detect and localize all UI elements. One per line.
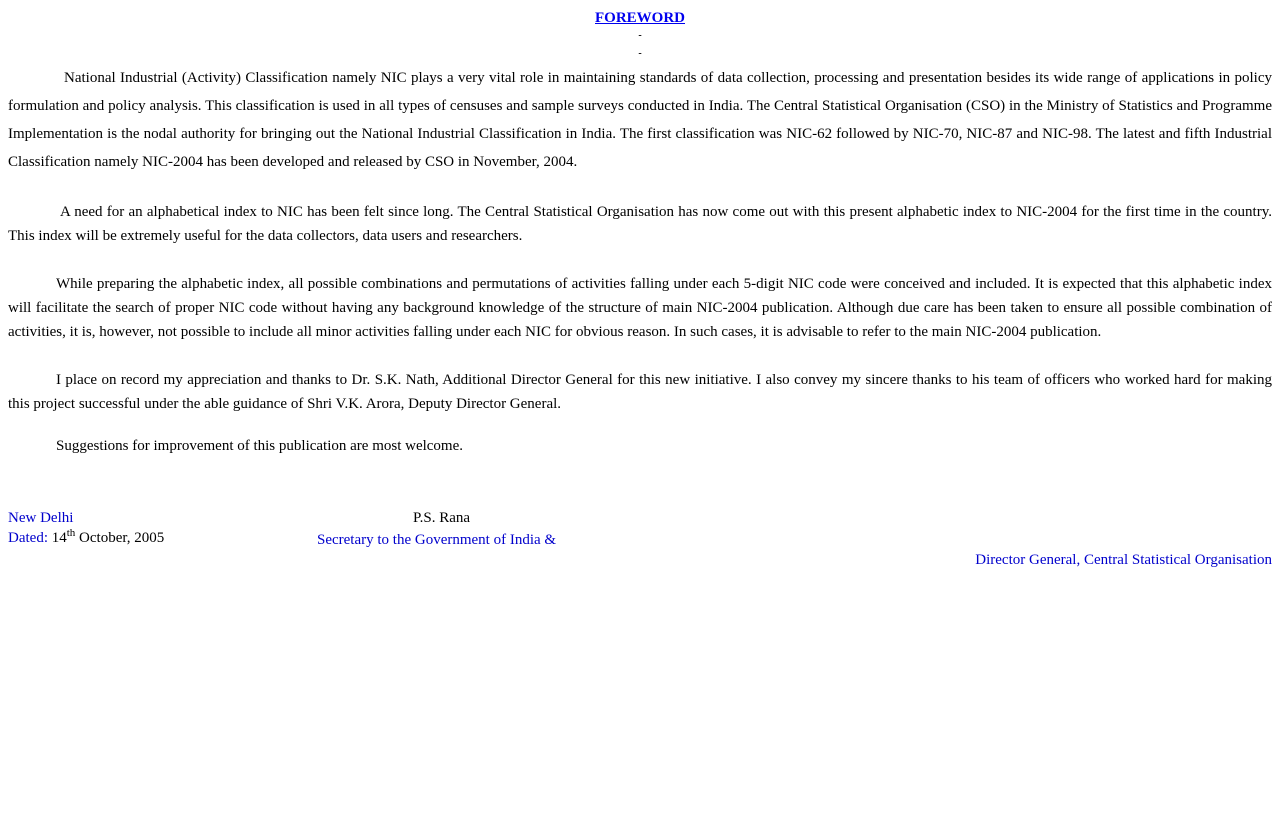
foreword-paragraph-2: A need for an alphabetical index to NIC has been felt since long. The Central Statistical Organisation has now come out with this present alphabetic index to NIC-2004 for the first time in the country. This index will be extremely useful for the data collectors, data users and researchers.: [8, 204, 1272, 244]
dated-rest: October, 2005: [79, 530, 165, 546]
separator-dash: -: [638, 48, 642, 59]
foreword-page: [8, 0, 1272, 590]
dated-day: 14: [51, 530, 67, 546]
page-title: [8, 9, 1272, 27]
foreword-paragraph-3: While preparing the alphabetic index, all possible combinations and permutations of activities falling under each 5-digit NIC code were conceived and included. It is expected that this alphabetic index will facilitate the search of proper NIC code without having any background knowledge of the structure of main NIC-2004 publication. Although due care has been taken to ensure all possible combination of activities, it is, however, not possible to include all minor activities falling under each NIC for obvious reason. In such cases, it is advisable to refer to the main NIC-2004 publication.: [8, 276, 1272, 340]
foreword-paragraph-1: National Industrial (Activity) Classification namely NIC plays a very vital role in maintaining standards of data collection, processing and presentation besides its wide range of applications in policy formulation and policy analysis. This classification is used in all types of censuses and sample surveys conducted in India. The Central Statistical Organisation (CSO) in the Ministry of Statistics and Programme Implementation is the nodal authority for bringing out the National Industrial Classification in India. The first classification was NIC-62 followed by NIC-70, NIC-87 and NIC-98. The latest and fifth Industrial Classification namely NIC-2004 has been developed and released by CSO in November, 2004.: [8, 70, 1272, 170]
foreword-title-link[interactable]: FOREWORD: [595, 10, 685, 26]
dated-label: Dated:: [8, 530, 48, 546]
signature-block: [8, 510, 1272, 590]
foreword-paragraph-5: Suggestions for improvement of this publication are most welcome.: [56, 438, 464, 454]
signature-place: New Delhi: [8, 510, 74, 526]
foreword-paragraph-4: I place on record my appreciation and thanks to Dr. S.K. Nath, Additional Director General for this new initiative. I also convey my sincere thanks to his team of officers who worked hard for making this project successful under the able guidance of Shri V.K. Arora, Deputy Director General.: [8, 372, 1272, 412]
signatory-name: P.S. Rana: [413, 510, 471, 526]
signatory-title-director: Director General, Central Statistical Organisation: [975, 552, 1272, 568]
signature-date: [8, 527, 165, 547]
dated-suffix: th: [66, 527, 76, 539]
signatory-title-secretary: Secretary to the Government of India &: [317, 532, 557, 548]
separator-dash: -: [638, 30, 642, 41]
